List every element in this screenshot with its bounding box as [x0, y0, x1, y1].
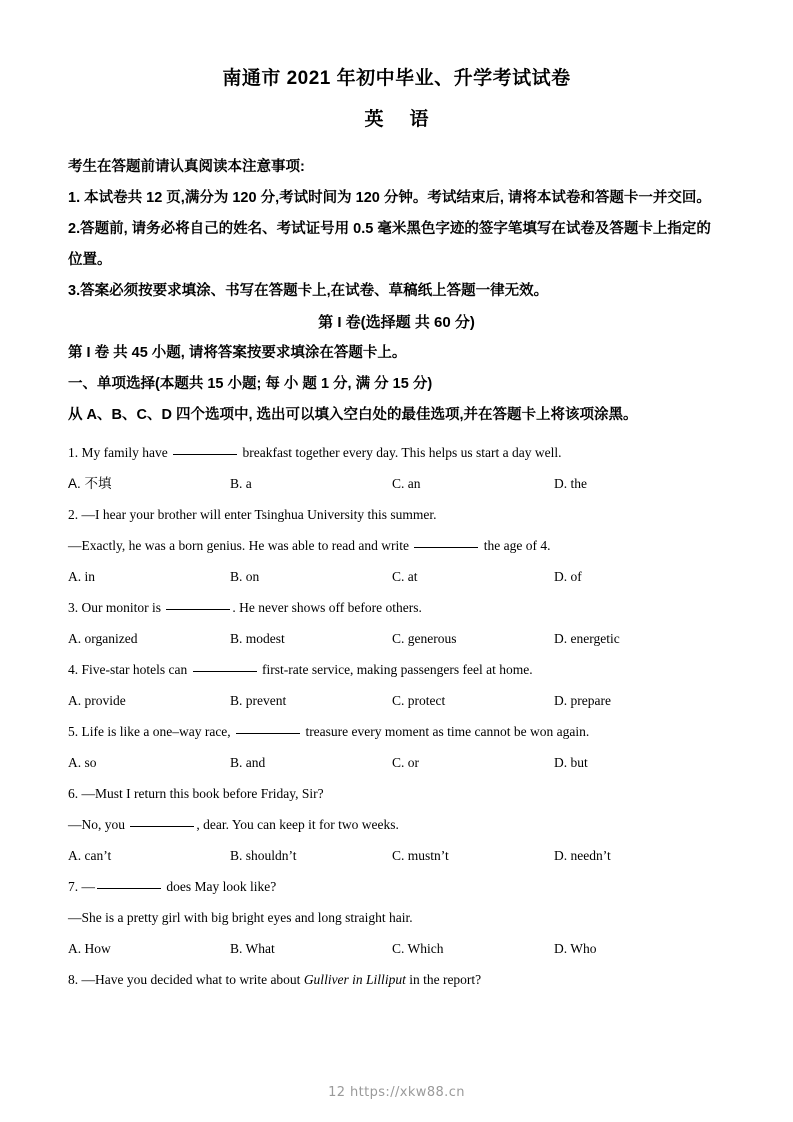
subject-title: [68, 94, 725, 133]
question-7-option-C[interactable]: C. Which: [392, 941, 444, 956]
question-6-option-B[interactable]: B. shouldn’t: [230, 848, 297, 863]
answer-blank: [173, 454, 237, 455]
question-6-option-C[interactable]: C. mustn’t: [392, 848, 449, 863]
question-5-options: [68, 747, 725, 778]
question-7-option-A[interactable]: A. How: [68, 941, 111, 956]
question-3-option-D[interactable]: D. energetic: [554, 631, 620, 646]
notice-item-3: 3.答案必须按要求填涂、书写在答题卡上,在试卷、草稿纸上答题一律无效。: [68, 283, 549, 299]
question-5-option-A[interactable]: A. so: [68, 755, 97, 770]
question-text-segment: 3. Our monitor is: [68, 600, 165, 615]
question-1-option-A[interactable]: A. 不填: [68, 476, 112, 491]
question-4-option-B[interactable]: B. prevent: [230, 693, 287, 708]
subject-title-left: 英: [364, 109, 384, 130]
question-text-segment: 5. Life is like a one–way race,: [68, 724, 235, 739]
question-5-option-D[interactable]: D. but: [554, 755, 588, 770]
question-4-option-D[interactable]: D. prepare: [554, 693, 611, 708]
question-3-text-line-1: [68, 592, 725, 623]
question-text-segment: 2. —I hear your brother will enter Tsinghua University this summer.: [68, 507, 437, 522]
question-5-text-line-1: [68, 716, 725, 747]
question-text-segment: first-rate service, making passengers feel at home.: [258, 662, 533, 677]
answer-blank: [166, 609, 230, 610]
question-4-option-C[interactable]: C. protect: [392, 693, 446, 708]
question-2-options: [68, 561, 725, 592]
question-7-text-line-1: [68, 871, 725, 902]
question-5: [68, 716, 725, 778]
question-text-segment: does May look like?: [163, 879, 277, 894]
question-5-option-B[interactable]: B. and: [230, 755, 266, 770]
question-7: [68, 871, 725, 964]
question-3-options: [68, 623, 725, 654]
question-1-text-line-1: [68, 437, 725, 468]
question-3: [68, 592, 725, 654]
page-title: 南通市 2021 年初中毕业、升学考试试卷: [222, 68, 571, 89]
question-2-option-A[interactable]: A. in: [68, 569, 95, 584]
question-4-text-line-1: [68, 654, 725, 685]
question-text-segment: treasure every moment as time cannot be won again.: [302, 724, 590, 739]
question-6-text-line-1: [68, 778, 725, 809]
question-1-option-D[interactable]: D. the: [554, 476, 587, 491]
answer-blank: [130, 826, 194, 827]
question-6-text-line-2: [68, 809, 725, 840]
question-text-segment: —Exactly, he was a born genius. He was able to read and write: [68, 538, 413, 553]
question-5-option-C[interactable]: C. or: [392, 755, 419, 770]
question-text-segment: 1. My family have: [68, 445, 172, 460]
question-6: [68, 778, 725, 871]
question-8: [68, 964, 725, 995]
notice-item-2: 2.答题前, 请务必将自己的姓名、考试证号用 0.5 毫米黑色字迹的签字笔填写在试卷及答题卡上指定的 位置。: [68, 221, 711, 268]
question-3-option-B[interactable]: B. modest: [230, 631, 285, 646]
question-7-text-line-2: [68, 902, 725, 933]
question-text-segment: , dear. You can keep it for two weeks.: [196, 817, 399, 832]
question-text-segment: 6. —Must I return this book before Friday, Sir?: [68, 786, 324, 801]
part-one-instruction: 从 A、B、C、D 四个选项中, 选出可以填入空白处的最佳选项,并在答题卡上将该项涂黑。: [68, 407, 638, 423]
question-2-text-line-2: [68, 530, 725, 561]
answer-blank: [236, 733, 300, 734]
question-7-option-B[interactable]: B. What: [230, 941, 275, 956]
question-4-options: [68, 685, 725, 716]
question-text-segment: in the report?: [405, 972, 482, 987]
question-1-option-B[interactable]: B. a: [230, 476, 252, 491]
question-2-option-D[interactable]: D. of: [554, 569, 582, 584]
question-6-option-A[interactable]: A. can’t: [68, 848, 112, 863]
answer-blank: [414, 547, 478, 548]
question-text-segment: breakfast together every day. This helps us start a day well.: [239, 445, 562, 460]
question-text-segment: 4. Five-star hotels can: [68, 662, 191, 677]
question-4-option-A[interactable]: A. provide: [68, 693, 126, 708]
paper-section-title: 第 I 卷(选择题 共 60 分): [318, 314, 475, 331]
notice-heading: 考生在答题前请认真阅读本注意事项:: [68, 159, 305, 175]
question-text-segment: —No, you: [68, 817, 129, 832]
question-text-segment: 8. —Have you decided what to write about: [68, 972, 304, 987]
question-7-option-D[interactable]: D. Who: [554, 941, 597, 956]
question-text-segment: the age of 4.: [480, 538, 551, 553]
question-text-segment: 7. —: [68, 879, 95, 894]
question-2-text-line-1: [68, 499, 725, 530]
question-4: [68, 654, 725, 716]
notice-item-1: 1. 本试卷共 12 页,满分为 120 分,考试时间为 120 分钟。考试结束后, 请将本试卷和答题卡一并交回。: [68, 190, 711, 206]
page-footer-watermark: 12 https://xkw88.cn: [328, 1085, 465, 1100]
question-1: [68, 437, 725, 499]
question-7-options: [68, 933, 725, 964]
question-8-text-line-1: [68, 964, 725, 995]
question-list: [68, 437, 725, 995]
part-one-title: 一、单项选择(本题共 15 小题; 每 小 题 1 分, 满 分 15 分): [68, 376, 433, 392]
question-2: [68, 499, 725, 592]
question-text-segment: . He never shows off before others.: [232, 600, 422, 615]
question-2-option-B[interactable]: B. on: [230, 569, 260, 584]
question-3-option-A[interactable]: A. organized: [68, 631, 138, 646]
question-3-option-C[interactable]: C. generous: [392, 631, 457, 646]
question-6-option-D[interactable]: D. needn’t: [554, 848, 611, 863]
notice-block: [68, 152, 725, 307]
answer-blank: [97, 888, 161, 889]
question-2-option-C[interactable]: C. at: [392, 569, 418, 584]
subject-title-right: 语: [409, 109, 429, 130]
question-1-options: [68, 468, 725, 499]
question-6-options: [68, 840, 725, 871]
question-title-italic: Gulliver in Lilliput: [303, 972, 406, 987]
question-text-segment: —She is a pretty girl with big bright eyes and long straight hair.: [68, 910, 413, 925]
paper-section-subtitle: 第 I 卷 共 45 小题, 请将答案按要求填涂在答题卡上。: [68, 345, 407, 361]
answer-blank: [193, 671, 257, 672]
question-1-option-C[interactable]: C. an: [392, 476, 421, 491]
